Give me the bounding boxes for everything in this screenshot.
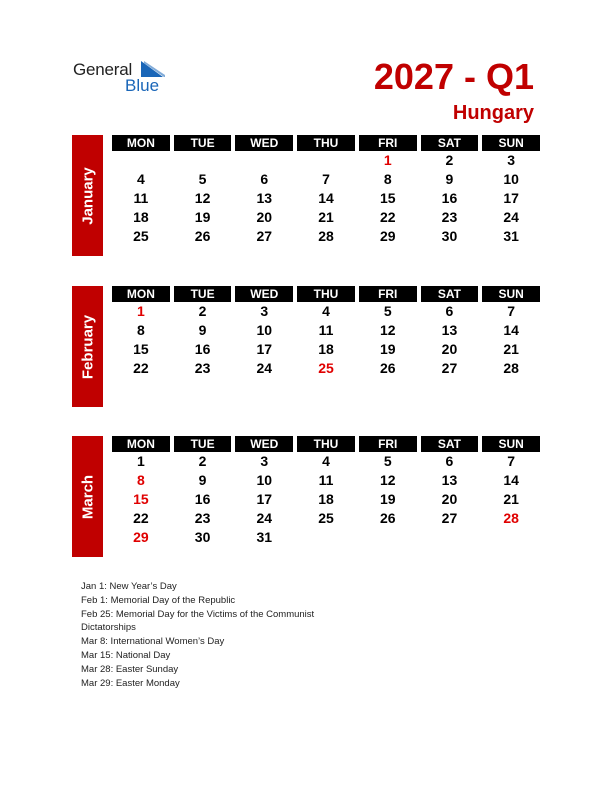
day-cell: 13 [441, 472, 458, 488]
day-cell: 23 [194, 510, 211, 526]
week-row [112, 151, 540, 170]
day-cell: 24 [256, 360, 273, 376]
month-label: February [79, 314, 96, 379]
day-cell: 4 [322, 303, 330, 319]
page-title: 2027 - Q1 [373, 56, 534, 97]
weekday-header: WED [235, 436, 293, 452]
day-cell: 5 [383, 453, 392, 469]
day-cell: 2 [198, 453, 207, 469]
day-cell: 22 [133, 360, 149, 376]
weekday-header: THU [297, 135, 355, 151]
holiday-note: Mar 15: National Day [81, 649, 171, 661]
day-cell: 7 [507, 453, 516, 469]
day-cell: 20 [256, 209, 273, 225]
day-cell: 10 [503, 171, 519, 187]
day-cell: 25 [133, 228, 149, 244]
day-cell: 4 [136, 171, 145, 187]
day-cell: 26 [379, 510, 396, 526]
day-cell [482, 528, 540, 547]
weekday-header: SUN [482, 135, 540, 151]
week-row [112, 490, 540, 509]
weekday-header: TUE [174, 436, 232, 452]
day-cell: 14 [503, 322, 519, 338]
holiday-note: Feb 1: Memorial Day of the Republic [81, 594, 236, 606]
week-row [112, 321, 540, 340]
day-cell: 2 [445, 152, 454, 168]
week-row [112, 528, 540, 547]
day-cell: 1 [136, 303, 145, 319]
holiday-notes [81, 580, 351, 690]
day-cell: 31 [256, 529, 273, 545]
weekday-header: SAT [421, 135, 479, 151]
day-cell: 11 [133, 190, 149, 206]
country-name: Hungary [452, 102, 534, 124]
day-cell: 15 [379, 190, 396, 206]
day-cell: 28 [318, 228, 334, 244]
day-cell: 16 [441, 190, 458, 206]
weekday-header-row [112, 286, 540, 302]
brand-name-blue: Blue [125, 76, 160, 95]
day-cell: 22 [133, 510, 149, 526]
holiday-note: Mar 28: Easter Sunday [81, 663, 179, 675]
day-cell: 3 [260, 303, 269, 319]
day-cell: 28 [503, 510, 519, 526]
day-cell: 6 [260, 171, 269, 187]
day-cell: 5 [198, 171, 207, 187]
week-row [112, 359, 540, 378]
day-cell: 3 [507, 152, 516, 168]
weekday-header: TUE [174, 135, 232, 151]
day-cell [235, 151, 293, 170]
day-cell: 9 [445, 171, 454, 187]
day-cell: 27 [441, 360, 458, 376]
day-cell: 16 [194, 341, 211, 357]
day-cell: 25 [318, 510, 334, 526]
day-cell [112, 151, 170, 170]
calendar-grid [112, 135, 540, 246]
weekday-header: THU [297, 286, 355, 302]
weekday-header-row [112, 436, 540, 452]
day-cell: 10 [256, 472, 273, 488]
weekday-header: FRI [359, 436, 417, 452]
weekday-header: THU [297, 436, 355, 452]
weekday-header: WED [235, 286, 293, 302]
day-cell [421, 528, 479, 547]
day-cell: 1 [136, 453, 145, 469]
day-cell: 2 [198, 303, 207, 319]
day-cell: 8 [136, 472, 145, 488]
day-cell: 28 [503, 360, 519, 376]
day-cell: 11 [318, 472, 334, 488]
day-cell: 24 [503, 209, 519, 225]
week-row [112, 302, 540, 321]
day-cell: 20 [441, 341, 458, 357]
day-cell: 25 [318, 360, 334, 376]
day-cell: 17 [256, 491, 273, 507]
weekday-header-row [112, 135, 540, 151]
month-label-bar [72, 286, 103, 407]
weekday-header: SUN [482, 436, 540, 452]
day-cell: 9 [198, 322, 207, 338]
weekday-header: SUN [482, 286, 540, 302]
day-cell: 5 [383, 303, 392, 319]
holiday-note: Feb 25: Memorial Day for the Victims of the Communist Dictatorships [81, 608, 315, 634]
day-cell: 4 [322, 453, 330, 469]
week-row [112, 170, 540, 189]
month-label: March [79, 474, 96, 519]
day-cell: 18 [318, 341, 334, 357]
month-label-bar [72, 436, 103, 557]
day-cell: 8 [383, 171, 392, 187]
day-cell: 19 [379, 491, 396, 507]
day-cell: 26 [379, 360, 396, 376]
day-cell: 29 [379, 228, 396, 244]
weekday-header: FRI [359, 286, 417, 302]
day-cell: 9 [198, 472, 207, 488]
day-cell: 27 [256, 228, 273, 244]
week-row [112, 340, 540, 359]
day-cell: 24 [256, 510, 273, 526]
day-cell: 12 [194, 190, 211, 206]
day-cell [174, 151, 232, 170]
day-cell: 17 [503, 190, 519, 206]
brand-name-general: General [73, 60, 133, 79]
day-cell: 19 [194, 209, 211, 225]
day-cell: 14 [503, 472, 519, 488]
day-cell: 6 [445, 303, 454, 319]
day-cell: 23 [441, 209, 458, 225]
weekday-header: FRI [359, 135, 417, 151]
weekday-header: SAT [421, 436, 479, 452]
day-cell: 15 [133, 341, 149, 357]
day-cell: 7 [322, 171, 330, 187]
week-row [112, 509, 540, 528]
day-cell: 18 [318, 491, 334, 507]
week-row [112, 208, 540, 227]
day-cell: 22 [379, 209, 396, 225]
day-cell: 19 [379, 341, 396, 357]
day-cell: 3 [260, 453, 269, 469]
holiday-note: Mar 8: International Women’s Day [81, 636, 225, 648]
brand-flag-icon [141, 61, 167, 77]
day-cell: 31 [503, 228, 519, 244]
day-cell: 11 [318, 322, 334, 338]
day-cell: 13 [256, 190, 273, 206]
day-cell: 8 [136, 322, 145, 338]
calendar-grid [112, 286, 540, 378]
brand-logo [73, 60, 173, 96]
day-cell: 1 [383, 152, 392, 168]
holiday-note: Jan 1: New Year’s Day [81, 581, 177, 592]
calendar-grid [112, 436, 540, 547]
weekday-header: TUE [174, 286, 232, 302]
day-cell: 15 [133, 491, 149, 507]
month-label-bar [72, 135, 103, 256]
month-label: January [79, 166, 96, 225]
week-row [112, 189, 540, 208]
day-cell: 30 [441, 228, 458, 244]
day-cell: 14 [318, 190, 334, 206]
day-cell: 12 [379, 472, 396, 488]
day-cell: 10 [256, 322, 273, 338]
day-cell: 6 [445, 453, 454, 469]
day-cell: 7 [507, 303, 516, 319]
week-row [112, 471, 540, 490]
day-cell: 21 [318, 209, 334, 225]
day-cell [359, 528, 417, 547]
day-cell: 21 [503, 491, 519, 507]
day-cell: 27 [441, 510, 458, 526]
day-cell: 13 [441, 322, 458, 338]
day-cell: 12 [379, 322, 396, 338]
weekday-header: MON [112, 436, 170, 452]
day-cell [297, 151, 355, 170]
day-cell: 30 [194, 529, 211, 545]
day-cell: 21 [503, 341, 519, 357]
day-cell: 29 [133, 529, 149, 545]
day-cell: 16 [194, 491, 211, 507]
weekday-header: SAT [421, 286, 479, 302]
day-cell: 18 [133, 209, 149, 225]
week-row [112, 227, 540, 246]
weekday-header: MON [112, 135, 170, 151]
day-cell: 20 [441, 491, 458, 507]
holiday-note: Mar 29: Easter Monday [81, 677, 180, 689]
day-cell: 17 [256, 341, 273, 357]
week-row [112, 452, 540, 471]
weekday-header: WED [235, 135, 293, 151]
weekday-header: MON [112, 286, 170, 302]
day-cell [297, 528, 355, 547]
day-cell: 26 [194, 228, 211, 244]
day-cell: 23 [194, 360, 211, 376]
